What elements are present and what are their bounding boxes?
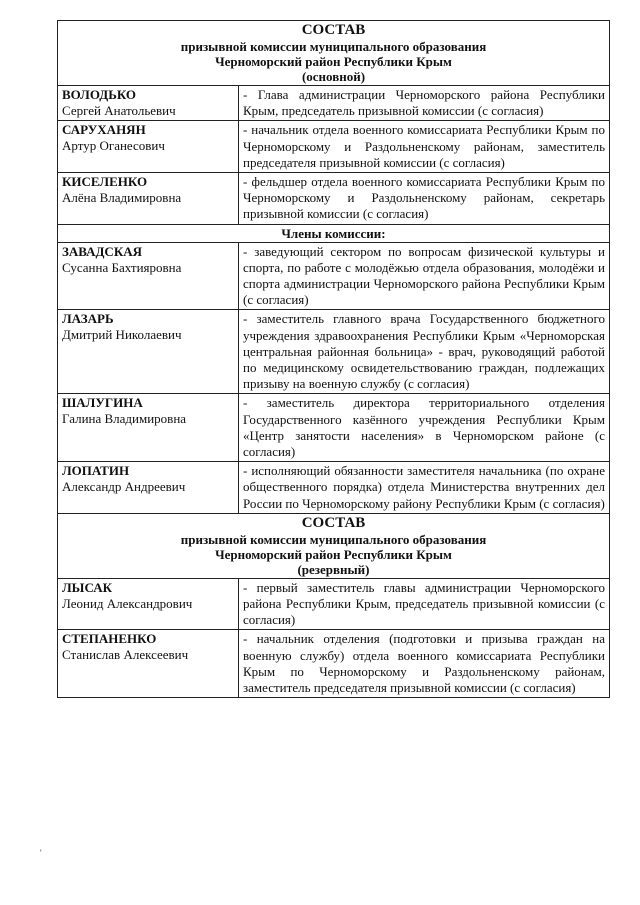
main-subtitle-line2: Черноморский район Республики Крым: [215, 54, 452, 69]
member-role: - фельдшер отдела военного комиссариата Республики Крым по Черноморскому и Раздольненскому районам, секретарь призывной комиссии (с согласия): [239, 173, 610, 225]
page-mark: ': [40, 848, 42, 858]
table-row: [58, 121, 610, 173]
member-given-name: Галина Владимировна: [62, 411, 187, 427]
member-given-name: Артур Оганесович: [62, 138, 165, 154]
member-given-name: Алёна Владимировна: [62, 190, 182, 206]
member-role: - заместитель главного врача Государственного бюджетного учреждения здравоохранения Республики Крым «Черноморская центральная районная больница» - врач, руководящий работой по медицинскому освидетельствованию граждан, подлежащих призыву на военную службу (с согласия): [239, 310, 610, 394]
table-row: [58, 630, 610, 698]
reserve-header-row: [58, 513, 610, 578]
member-role: - Глава администрации Черноморского района Республики Крым, председатель призывной комиссии (с согласия): [239, 86, 610, 121]
member-given-name: Леонид Александрович: [62, 595, 193, 611]
reserve-header: [58, 513, 610, 578]
member-role: - начальник отделения (подготовки и призыва граждан на военную службу) отдела военного комиссариата Республики Крым по Черноморскому и Раздольненскому районам, заместитель председателя призывной комиссии (с согласия): [239, 630, 610, 698]
member-name-cell: [58, 630, 239, 698]
member-given-name: Станислав Алексеевич: [62, 647, 189, 663]
main-header: [58, 21, 610, 86]
member-surname: КИСЕЛЕНКО: [62, 174, 148, 190]
member-role: - заведующий сектором по вопросам физической культуры и спорта, по работе с молодёжью отдела образования, молодёжи и спорта администрации Черноморского района Республики Крым (с согласия): [239, 242, 610, 310]
table-row: [58, 578, 610, 630]
member-surname: ЛАЗАРЬ: [62, 311, 114, 327]
table-row: [58, 242, 610, 310]
main-subtitle-line3: (основной): [301, 69, 366, 84]
member-name-cell: [58, 310, 239, 394]
member-name-cell: [58, 86, 239, 121]
table-row: [58, 173, 610, 225]
member-given-name: Дмитрий Николаевич: [62, 327, 182, 343]
members-heading-row: [58, 224, 610, 242]
commission-table: [57, 20, 610, 698]
member-surname: ЛЫСАК: [62, 579, 113, 595]
member-surname: ВОЛОДЬКО: [62, 87, 137, 102]
members-heading: Члены комиссии:: [58, 224, 610, 242]
member-surname: ЛОПАТИН: [62, 463, 130, 479]
member-name-cell: [58, 394, 239, 462]
main-header-row: [58, 21, 610, 86]
reserve-subtitle-line1: призывной комиссии муниципального образования: [180, 531, 487, 547]
member-name-cell: [58, 462, 239, 514]
member-surname: ШАЛУГИНА: [62, 395, 143, 411]
member-role: - заместитель директора территориального отделения Государственного казённого учреждения Республики Крым «Центр занятости населения» в Черноморском районе (с согласия): [239, 394, 610, 462]
member-role: - первый заместитель главы администрации Черноморского района Республики Крым, председатель призывной комиссии (с согласия): [239, 578, 610, 630]
member-role: - начальник отдела военного комиссариата Республики Крым по Черноморскому и Раздольненскому районам, заместитель председателя призывной комиссии (с согласия): [239, 121, 610, 173]
member-given-name: Сергей Анатольевич: [62, 103, 176, 118]
table-row: [58, 462, 610, 514]
member-name-cell: [58, 121, 239, 173]
table-row: [58, 394, 610, 462]
reserve-title: СОСТАВ: [301, 514, 366, 531]
main-subtitle-line1: призывной комиссии муниципального образования: [180, 39, 487, 54]
table-row: [58, 310, 610, 394]
main-title: СОСТАВ: [301, 22, 366, 38]
member-surname: СТЕПАНЕНКО: [62, 631, 157, 647]
reserve-subtitle-line2: Черноморский район Республики Крым: [215, 546, 452, 562]
member-name-cell: [58, 242, 239, 310]
member-given-name: Александр Андреевич: [62, 479, 186, 495]
member-role: - исполняющий обязанности заместителя начальника (по охране общественного порядка) отдела Министерства внутренних дел России по Черноморскому району Республики Крым (с согласия): [239, 462, 610, 514]
table-row: [58, 86, 610, 121]
member-name-cell: [58, 578, 239, 630]
member-surname: САРУХАНЯН: [62, 122, 146, 138]
member-name-cell: [58, 173, 239, 225]
member-surname: ЗАВАДСКАЯ: [62, 243, 143, 259]
reserve-subtitle-line3: (резервный): [297, 561, 370, 577]
member-given-name: Сусанна Бахтияровна: [62, 259, 182, 275]
